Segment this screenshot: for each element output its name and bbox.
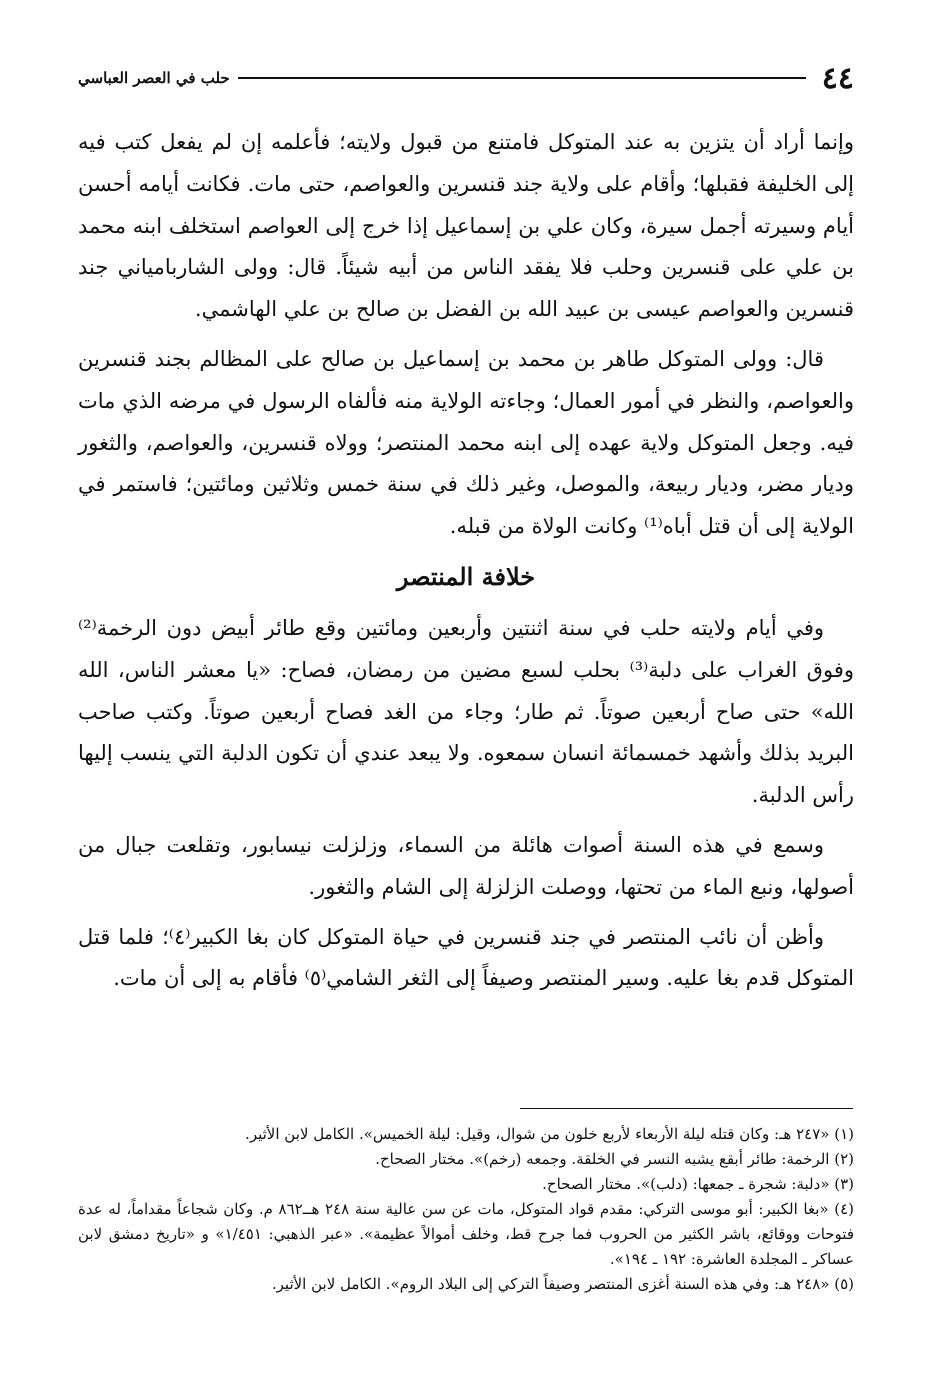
footnote: (١) «٢٤٧ هـ: وكان قتله ليلة الأربعاء لأربع خلون من شوال، وقيل: ليلة الخميس». الكامل لابن الأثير. (245, 1125, 854, 1143)
paragraph: وفي أيام ولايته حلب في سنة اثنتين وأربعين ومائتين وقع طائر أبيض دون الرخمة⁽²⁾ وفوق الغراب على دلبة⁽³⁾ بحلب لسبع مضين من رمضان، فصاح: «يا معشر الناس، الله الله» حتى صاح أربعين صوتاً. ثم طار؛ وجاء من الغد فصاح أربعين صوتاً. وكتب صاحب البريد بذلك وأشهد خمسمائة انسان سمعوه. ولا يبعد عندي أن تكون الدلبة التي ينسب إليها رأس الدلبة. (78, 615, 854, 808)
page-header (78, 58, 854, 98)
paragraph: وسمع في هذه السنة أصوات هائلة من السماء، وزلزلت نيسابور، وتقلعت جبال من أصولها، ونبع الماء من تحتها، ووصلت الزلزلة إلى الشام والثغور. (78, 832, 854, 899)
paragraph: وإنما أراد أن يتزين به عند المتوكل فامتنع من قبول ولايته؛ فأعلمه إن لم يفعل كتب فيه إلى الخليفة فقبلها؛ وأقام على ولاية جند قنسرين والعواصم، حتى مات. فكانت أيامه أحسن أيام وسيرته أجمل سيرة، وكان علي بن إسماعيل إذا خرج إلى العواصم استخلف ابنه محمد بن علي على قنسرين وحلب فلا يفقد الناس من أبيه شيئاً. قال: وولى الشاربامياني جند قنسرين والعواصم عيسى بن عبيد الله بن الفضل بن صالح بن علي الهاشمي. (78, 130, 854, 322)
footnote: (٥) «٢٤٨ هـ: وفي هذه السنة أغزى المنتصر وصيفاً التركي إلى البلاد الروم». الكامل لابن الأثير. (271, 1275, 854, 1293)
page-number: ٤٤ (821, 60, 854, 96)
paragraph: قال: وولى المتوكل طاهر بن محمد بن إسماعيل بن صالح على المظالم بجند قنسرين والعواصم، والنظر في أمور العمال؛ وجاءته الولاية منه فألفاه الرسول في مرضه الذي مات فيه. وجعل المتوكل ولاية عهده إلى ابنه محمد المنتصر؛ وولاه قنسرين، والعواصم، والثغور وديار مضر، وديار ربيعة، والموصل، وغير ذلك في سنة خمس وثلاثين ومائتين؛ فاستمر في الولاية إلى أن قتل أباه⁽¹⁾ وكانت الولاة من قبله. (78, 346, 854, 539)
running-title: حلب في العصر العباسي (78, 69, 230, 87)
main-text (78, 122, 854, 1008)
footnote: (٣) «دلبة: شجرة ـ جمعها: (دلب)». مختار الصحاح. (542, 1175, 854, 1193)
footnote: (٢) الرخمة: طائر أبقع يشبه النسر في الخلقة. وجمعه (رخم)». مختار الصحاح. (375, 1150, 854, 1168)
footnotes (78, 1122, 854, 1297)
header-rule (238, 77, 806, 79)
footnote: (٤) «بغا الكبير: أبو موسى التركي: مقدم قواد المتوكل، مات عن سن عالية سنة ٢٤٨ هـ‍ـ٨٦٢ م. وكان شجاعاً مقداماً، له عدة فتوحات ووقائع، باشر الكثير من الحروب فما جرح قط، وخلف أموالاً عظيمة». «عبر الذهبي: ١/٤٥١» و «تاريخ دمشق لابن عساكر ـ المجلدة العاشرة: ١٩٢ ـ ١٩٤». (78, 1200, 854, 1268)
section-title: خلافة المنتصر (396, 561, 536, 591)
paragraph: وأظن أن نائب المنتصر في جند قنسرين في حياة المتوكل كان بغا الكبير⁽٤⁾؛ فلما قتل المتوكل قدم بغا عليه. وسير المنتصر وصيفاً إلى الثغر الشامي⁽٥⁾ فأقام به إلى أن مات. (78, 924, 854, 991)
footnote-separator (520, 1108, 853, 1109)
